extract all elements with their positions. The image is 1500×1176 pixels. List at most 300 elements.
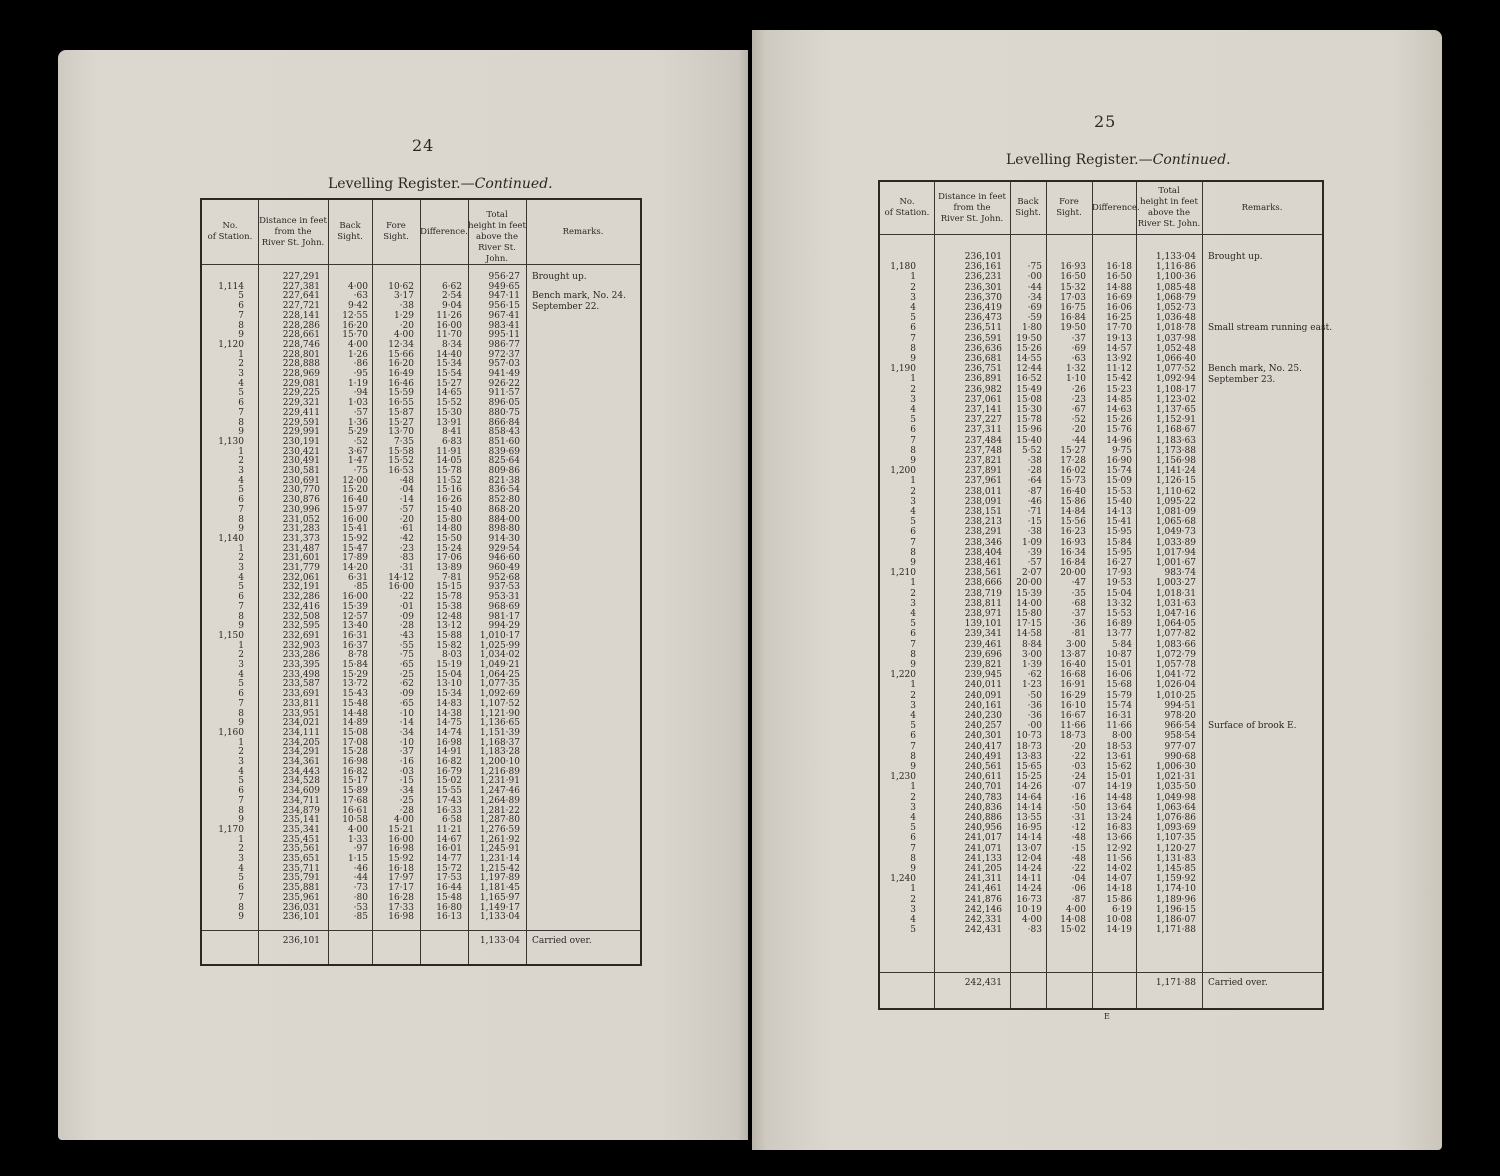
cell-total: 1,261·92 <box>479 834 520 845</box>
remark-note: Brought up. <box>1208 252 1263 262</box>
remark-note: Small stream running east. <box>1208 323 1333 334</box>
cell-st: 8 <box>910 343 916 354</box>
cell-total: 994·29 <box>488 621 520 632</box>
cell-dist: 229,225 <box>282 388 320 399</box>
cell-total: 1,247·46 <box>479 786 520 797</box>
cell-fore: 16·75 <box>1060 303 1086 313</box>
cell-st: 4 <box>910 303 916 313</box>
cell-diff: 6·19 <box>1111 904 1132 915</box>
cell-diff: 15·27 <box>436 378 462 389</box>
cell-total: 821·38 <box>488 475 520 486</box>
cell-dist: 237,227 <box>964 415 1002 426</box>
cell-st: 4 <box>910 915 916 925</box>
cell-diff: 16·44 <box>436 883 462 894</box>
cell-dist: 231,779 <box>282 563 320 573</box>
cell-diff: 14·07 <box>1106 874 1132 885</box>
cell-total: 983·41 <box>488 320 520 331</box>
cell-total: 1,035·50 <box>1155 782 1196 793</box>
cell-dist: 236,101 <box>964 252 1002 262</box>
cell-st: 6 <box>910 323 916 334</box>
carried-total: 1,133·04 <box>479 936 520 946</box>
header-line: Distance in feet <box>259 216 327 226</box>
header-line: Sight. <box>337 232 363 242</box>
cell-dist: 230,691 <box>282 475 320 486</box>
header-line: above the <box>475 232 519 242</box>
cell-dist: 230,996 <box>282 504 320 515</box>
column-header-total <box>1136 186 1202 230</box>
cell-fore: 1·10 <box>1065 374 1086 385</box>
cell-fore: 4·00 <box>393 330 414 341</box>
cell-st: 7 <box>910 537 916 548</box>
cell-fore: ·65 <box>399 660 414 670</box>
cell-dist: 238,971 <box>964 609 1002 619</box>
cell-total: 1,003·27 <box>1155 578 1196 589</box>
cell-back: 17·08 <box>342 737 368 748</box>
cell-dist: 231,283 <box>282 524 320 535</box>
cell-fore: ·48 <box>1071 853 1086 864</box>
cell-total: 1,021·31 <box>1155 772 1196 783</box>
cell-dist: 234,711 <box>282 795 320 806</box>
cell-total: 911·57 <box>488 388 520 399</box>
cell-diff: 16·90 <box>1106 456 1132 466</box>
cell-diff: 13·91 <box>436 417 462 428</box>
cell-st: 9 <box>238 912 244 923</box>
cell-dist: 240,836 <box>964 802 1002 813</box>
cell-fore: 16·68 <box>1060 670 1086 681</box>
cell-back: 15·20 <box>342 485 368 496</box>
cell-dist: 227,641 <box>282 291 320 302</box>
cell-st: 1 <box>910 782 916 793</box>
cell-st: 3 <box>238 854 244 864</box>
cell-total: 884·00 <box>488 514 520 525</box>
cell-dist: 236,636 <box>964 343 1002 354</box>
cell-dist: 241,133 <box>964 853 1002 864</box>
cell-back: 12·55 <box>342 310 368 321</box>
cell-fore: ·87 <box>1071 894 1086 905</box>
cell-st: 8 <box>910 649 916 660</box>
header-line: Difference. <box>420 227 468 237</box>
cell-fore: ·26 <box>1071 384 1086 395</box>
cell-fore: 16·84 <box>1060 313 1086 324</box>
header-line: Back <box>339 221 361 231</box>
cell-total: 1,197·89 <box>479 873 520 884</box>
cell-total: 956·15 <box>488 301 520 312</box>
cell-back: 16·73 <box>1016 894 1042 905</box>
cell-total: 1,047·16 <box>1155 609 1196 619</box>
cell-dist: 240,701 <box>964 782 1002 793</box>
cell-back: ·85 <box>353 912 368 923</box>
cell-dist: 231,373 <box>282 533 320 544</box>
cell-fore: 16·20 <box>388 359 414 370</box>
header-line: River St. John. <box>940 214 1004 224</box>
cell-fore: ·37 <box>399 747 414 758</box>
cell-fore: 16·93 <box>1060 537 1086 548</box>
cell-st: 7 <box>238 310 244 321</box>
cell-fore: 16·02 <box>1060 466 1086 477</box>
cell-st: 2 <box>910 792 916 803</box>
cell-back: 12·04 <box>1016 853 1042 864</box>
cell-back: ·39 <box>1027 547 1042 558</box>
cell-st: 9 <box>910 354 916 364</box>
cell-diff: 11·91 <box>436 446 462 457</box>
cell-diff: 15·52 <box>436 398 462 409</box>
cell-back: ·73 <box>353 883 368 894</box>
cell-back: 10·58 <box>342 815 368 826</box>
cell-dist: 227,291 <box>282 272 320 282</box>
cell-st: 6 <box>238 398 244 409</box>
cell-diff: 16·50 <box>1106 272 1132 283</box>
cell-st: 6 <box>238 592 244 603</box>
cell-dist: 237,484 <box>964 435 1002 446</box>
cell-back: 10·19 <box>1016 904 1042 915</box>
page-number: 24 <box>412 136 435 155</box>
cell-fore: 16·98 <box>388 844 414 855</box>
cell-dist: 238,811 <box>964 598 1002 609</box>
cell-fore: ·55 <box>399 640 414 651</box>
header-rule <box>880 234 1322 235</box>
cell-diff: 15·01 <box>1106 772 1132 783</box>
cell-back: 16·52 <box>1016 374 1042 385</box>
left-page <box>58 50 748 1140</box>
cell-st: 5 <box>910 823 916 834</box>
cell-dist: 232,416 <box>282 601 320 612</box>
cell-diff: 15·41 <box>1106 517 1132 528</box>
cell-fore: ·57 <box>399 504 414 515</box>
cell-fore: 16·23 <box>1060 527 1086 538</box>
cell-dist: 229,591 <box>282 417 320 428</box>
cell-total: 1,136·65 <box>479 718 520 729</box>
cell-st: 4 <box>238 378 244 389</box>
header-line: of Station. <box>207 232 253 242</box>
cell-diff: 15·40 <box>436 504 462 515</box>
cell-diff: 16·00 <box>436 320 462 331</box>
cell-st: 1,180 <box>890 262 916 273</box>
cell-diff: 13·89 <box>436 563 462 573</box>
cell-back: ·94 <box>353 388 368 399</box>
cell-st: 5 <box>910 925 916 936</box>
cell-st: 5 <box>238 679 244 690</box>
cell-dist: 228,888 <box>282 359 320 370</box>
cell-diff: 6·62 <box>441 281 462 292</box>
cell-st: 2 <box>238 747 244 758</box>
cell-dist: 232,595 <box>282 621 320 632</box>
cell-back: 15·41 <box>342 524 368 535</box>
cell-fore: 16·00 <box>388 582 414 593</box>
cell-dist: 241,461 <box>964 884 1002 895</box>
cell-fore: 16·46 <box>388 378 414 389</box>
cell-diff: 15·40 <box>1106 496 1132 507</box>
cell-total: 1,231·91 <box>479 776 520 787</box>
cell-fore: 16·50 <box>1060 272 1086 283</box>
cell-dist: 234,021 <box>282 718 320 729</box>
cell-st: 3 <box>910 292 916 303</box>
cell-dist: 231,487 <box>282 543 320 554</box>
cell-diff: 14·74 <box>436 727 462 738</box>
cell-diff: 19·13 <box>1106 333 1132 344</box>
cell-total: 1,031·63 <box>1155 598 1196 609</box>
page-number: 25 <box>1094 112 1117 131</box>
cell-st: 4 <box>238 572 244 583</box>
cell-diff: 16·98 <box>436 737 462 748</box>
cell-st: 3 <box>910 700 916 711</box>
title-main: Levelling Register.— <box>1006 152 1153 168</box>
cell-diff: 15·04 <box>1106 588 1132 599</box>
cell-back: 8·78 <box>347 650 368 661</box>
header-line: Distance in feet <box>938 192 1006 202</box>
cell-st: 5 <box>910 415 916 426</box>
cell-diff: 15·38 <box>436 601 462 612</box>
cell-total: 1,066·40 <box>1155 354 1196 364</box>
cell-st: 2 <box>238 456 244 467</box>
cell-fore: ·10 <box>399 737 414 748</box>
cell-back: 3·00 <box>1021 649 1042 660</box>
cell-st: 6 <box>910 527 916 538</box>
cell-diff: 17·70 <box>1106 323 1132 334</box>
cell-diff: 16·26 <box>436 495 462 506</box>
cell-diff: 8·00 <box>1111 731 1132 742</box>
cell-back: 15·17 <box>342 776 368 787</box>
header-line: River St. John. <box>478 243 516 264</box>
cell-fore: ·03 <box>399 766 414 777</box>
remark-note: Brought up. <box>532 272 587 282</box>
cell-dist: 236,370 <box>964 292 1002 303</box>
cell-back: 2·07 <box>1021 568 1042 579</box>
cell-st: 6 <box>910 833 916 844</box>
cell-back: 16·20 <box>342 320 368 331</box>
cell-dist: 240,561 <box>964 762 1002 772</box>
column-header-back <box>328 221 372 243</box>
cell-total: 1,200·10 <box>479 757 520 767</box>
cell-total: 1,077·52 <box>1155 364 1196 375</box>
cell-diff: 15·55 <box>436 786 462 797</box>
cell-st: 5 <box>910 517 916 528</box>
cell-st: 8 <box>910 853 916 864</box>
cell-dist: 240,417 <box>964 741 1002 752</box>
cell-dist: 229,321 <box>282 398 320 409</box>
cell-total: 1,107·35 <box>1155 833 1196 844</box>
cell-back: ·85 <box>353 582 368 593</box>
cell-fore: 16·53 <box>388 466 414 476</box>
cell-back: 1·33 <box>347 834 368 845</box>
cell-back: 1·36 <box>347 417 368 428</box>
cell-st: 6 <box>910 629 916 640</box>
cell-st: 7 <box>238 407 244 418</box>
cell-back: 15·47 <box>342 543 368 554</box>
cell-st: 2 <box>238 359 244 370</box>
column-header-back <box>1010 197 1046 219</box>
cell-dist: 233,395 <box>282 660 320 670</box>
title-continued: Continued. <box>1152 152 1231 168</box>
cell-st: 6 <box>238 495 244 506</box>
cell-fore: 16·18 <box>388 863 414 874</box>
cell-total: 995·11 <box>488 330 520 341</box>
cell-diff: 15·78 <box>436 592 462 603</box>
cell-diff: 15·95 <box>1106 527 1132 538</box>
cell-diff: 13·64 <box>1106 802 1132 813</box>
cell-dist: 236,161 <box>964 262 1002 273</box>
cell-total: 1,152·91 <box>1155 415 1196 426</box>
cell-st: 9 <box>910 558 916 568</box>
column-header-fore <box>372 221 420 243</box>
cell-diff: 14·75 <box>436 718 462 729</box>
cell-back: 14·24 <box>1016 864 1042 874</box>
cell-back: ·87 <box>1027 486 1042 497</box>
cell-fore: ·75 <box>399 650 414 661</box>
cell-dist: 238,404 <box>964 547 1002 558</box>
cell-st: 8 <box>910 547 916 558</box>
footer-rule <box>880 972 1322 973</box>
cell-dist: 241,876 <box>964 894 1002 905</box>
cell-dist: 230,581 <box>282 466 320 476</box>
cell-fore: 16·55 <box>388 398 414 409</box>
cell-diff: 14·77 <box>436 854 462 864</box>
cell-dist: 235,961 <box>282 892 320 903</box>
cell-fore: ·68 <box>1071 598 1086 609</box>
cell-st: 6 <box>238 689 244 700</box>
cell-st: 1 <box>910 374 916 385</box>
cell-back: ·00 <box>1027 721 1042 732</box>
cell-st: 1,230 <box>890 772 916 783</box>
cell-st: 7 <box>238 892 244 903</box>
cell-dist: 242,146 <box>964 904 1002 915</box>
cell-dist: 234,879 <box>282 805 320 816</box>
cell-fore: 1·29 <box>393 310 414 321</box>
cell-total: 1,276·59 <box>479 824 520 835</box>
cell-st: 4 <box>910 507 916 517</box>
cell-back: 1·09 <box>1021 537 1042 548</box>
cell-fore: 16·29 <box>1060 690 1086 701</box>
cell-fore: 15·27 <box>388 417 414 428</box>
cell-total: 825·64 <box>488 456 520 467</box>
cell-total: 941·49 <box>488 369 520 379</box>
cell-diff: 15·84 <box>1106 537 1132 548</box>
cell-total: 1,174·10 <box>1155 884 1196 895</box>
cell-diff: 16·33 <box>436 805 462 816</box>
cell-st: 5 <box>238 485 244 496</box>
cell-fore: 16·93 <box>1060 262 1086 273</box>
cell-fore: ·65 <box>399 698 414 709</box>
cell-st: 4 <box>238 766 244 777</box>
cell-st: 1,240 <box>890 874 916 885</box>
cell-diff: 11·66 <box>1106 721 1132 732</box>
cell-total: 1,036·48 <box>1155 313 1196 324</box>
cell-fore: 13·70 <box>388 427 414 438</box>
cell-dist: 238,346 <box>964 537 1002 548</box>
cell-back: 15·39 <box>1016 588 1042 599</box>
cell-diff: 13·12 <box>436 621 462 632</box>
cell-total: 1,049·73 <box>1155 527 1196 538</box>
cell-st: 9 <box>238 621 244 632</box>
cell-st: 1,210 <box>890 568 916 579</box>
cell-dist: 234,361 <box>282 757 320 767</box>
cell-dist: 233,498 <box>282 669 320 680</box>
cell-back: 14·14 <box>1016 802 1042 813</box>
cell-back: 18·73 <box>1016 741 1042 752</box>
cell-diff: 15·34 <box>436 359 462 370</box>
cell-dist: 236,591 <box>964 333 1002 344</box>
cell-back: 8·84 <box>1021 639 1042 650</box>
cell-st: 1,120 <box>218 339 244 350</box>
cell-fore: 16·10 <box>1060 700 1086 711</box>
cell-back: 15·08 <box>1016 394 1042 405</box>
cell-dist: 238,666 <box>964 578 1002 589</box>
cell-diff: 14·05 <box>436 456 462 467</box>
cell-back: 14·24 <box>1016 884 1042 895</box>
cell-dist: 241,071 <box>964 843 1002 854</box>
cell-diff: 12·92 <box>1106 843 1132 854</box>
cell-diff: 15·74 <box>1106 700 1132 711</box>
cell-dist: 239,821 <box>964 660 1002 670</box>
column-header-remarks <box>1202 203 1322 214</box>
cell-st: 2 <box>910 690 916 701</box>
header-line: Back <box>1017 197 1039 207</box>
cell-diff: 19·53 <box>1106 578 1132 589</box>
header-line: Sight. <box>383 232 409 242</box>
footer-rule <box>202 930 640 931</box>
cell-fore: 13·87 <box>1060 649 1086 660</box>
cell-st: 8 <box>238 805 244 816</box>
column-header-remarks <box>526 227 640 238</box>
cell-dist: 240,956 <box>964 823 1002 834</box>
cell-back: ·52 <box>353 436 368 447</box>
cell-fore: 15·87 <box>388 407 414 418</box>
cell-total: 1,168·67 <box>1155 425 1196 436</box>
cell-total: 809·86 <box>488 466 520 476</box>
cell-total: 957·03 <box>488 359 520 370</box>
cell-dist: 239,461 <box>964 639 1002 650</box>
cell-diff: 16·27 <box>1106 558 1132 568</box>
cell-st: 9 <box>238 427 244 438</box>
cell-back: ·15 <box>1027 517 1042 528</box>
cell-fore: 20·00 <box>1060 568 1086 579</box>
cell-dist: 237,061 <box>964 394 1002 405</box>
cell-total: 1,215·42 <box>479 863 520 874</box>
cell-dist: 234,111 <box>282 727 320 738</box>
cell-total: 1,033·89 <box>1155 537 1196 548</box>
cell-fore: 17·17 <box>388 883 414 894</box>
cell-fore: ·83 <box>399 553 414 564</box>
cell-diff: 11·52 <box>436 475 462 486</box>
cell-total: 852·80 <box>488 495 520 506</box>
cell-dist: 231,601 <box>282 553 320 564</box>
remark-note: Surface of brook E. <box>1208 721 1297 732</box>
cell-total: 1,107·52 <box>479 698 520 709</box>
cell-diff: 15·01 <box>1106 660 1132 670</box>
cell-total: 1,018·31 <box>1155 588 1196 599</box>
cell-fore: ·04 <box>399 485 414 496</box>
cell-diff: 14·19 <box>1106 782 1132 793</box>
cell-total: 839·69 <box>488 446 520 457</box>
cell-total: 1,287·80 <box>479 815 520 826</box>
cell-total: 1,149·17 <box>479 902 520 913</box>
cell-total: 914·30 <box>488 533 520 544</box>
cell-diff: 8·41 <box>441 427 462 438</box>
cell-fore: 15·58 <box>388 446 414 457</box>
cell-diff: 16·25 <box>1106 313 1132 324</box>
cell-dist: 235,791 <box>282 873 320 884</box>
cell-st: 6 <box>238 883 244 894</box>
cell-dist: 238,461 <box>964 558 1002 568</box>
cell-back: ·44 <box>353 873 368 884</box>
cell-back: 16·82 <box>342 766 368 777</box>
cell-diff: 15·23 <box>1106 384 1132 395</box>
cell-st: 1 <box>910 578 916 589</box>
cell-total: 1,095·22 <box>1155 496 1196 507</box>
cell-back: 15·08 <box>342 727 368 738</box>
cell-total: 1,281·22 <box>479 805 520 816</box>
header-line: Total <box>1158 186 1180 196</box>
cell-dist: 236,891 <box>964 374 1002 385</box>
